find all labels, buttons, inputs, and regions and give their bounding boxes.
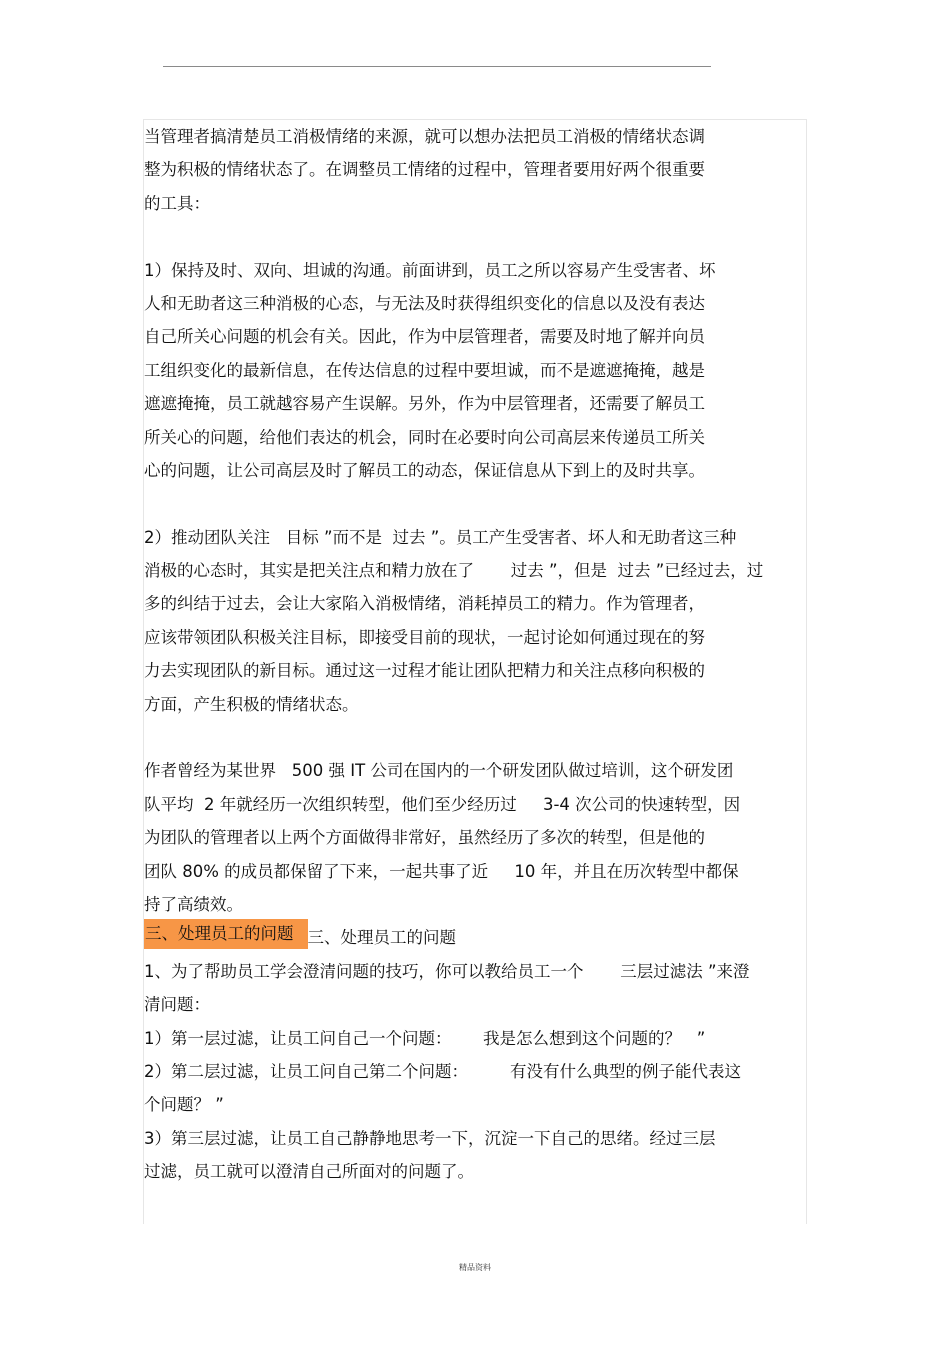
document-body [144, 120, 804, 1189]
paragraph-block-1 [144, 120, 804, 921]
text-line: 持了高绩效。 [144, 894, 243, 914]
text-line: 遮遮掩掩，员工就越容易产生误解。另外，作为中层管理者，还需要了解员工 [144, 394, 705, 414]
text-line: 应该带领团队积极关注目标，即接受目前的现状，一起讨论如何通过现在的努 [144, 627, 705, 647]
text-line: 自己所关心问题的机会有关。因此，作为中层管理者，需要及时地了解并向员 [144, 327, 705, 347]
text-line: 团队 80% 的成员都保留了下来，一起共事了近 10 年，并且在历次转型中都保 [144, 861, 739, 881]
text-line: 过滤，员工就可以澄清自己所面对的问题了。 [144, 1162, 474, 1182]
text-line: 消极的心态时，其实是把关注点和精力放在了 过去 ”，但是 过去 ”已经过去，过 [144, 561, 764, 581]
blank-line [144, 220, 804, 253]
text-line: 1、为了帮助员工学会澄清问题的技巧，你可以教给员工一个 三层过滤法 ”来澄 [144, 961, 750, 981]
text-line: 整为积极的情绪状态了。在调整员工情绪的过程中，管理者要用好两个很重要 [144, 160, 705, 180]
text-line: 工组织变化的最新信息，在传达信息的过程中要坦诚，而不是遮遮掩掩，越是 [144, 360, 705, 380]
text-line: 1）第一层过滤，让员工问自己一个问题： 我是怎么想到这个问题的？ ” [144, 1028, 706, 1048]
text-line: 心的问题，让公司高层及时了解员工的动态，保证信息从下到上的及时共享。 [144, 460, 705, 480]
text-line: 人和无助者这三种消极的心态，与无法及时获得组织变化的信息以及没有表达 [144, 293, 705, 313]
paragraph-block-2 [144, 955, 804, 1189]
text-line: 个问题？ ” [144, 1095, 224, 1115]
text-line: 方面，产生积极的情绪状态。 [144, 694, 359, 714]
header-rule [163, 66, 711, 67]
text-line: 作者曾经为某世界 500 强 IT 公司在国内的一个研发团队做过培训，这个研发团 [144, 761, 734, 781]
text-line: 所关心的问题，给他们表达的机会，同时在必要时向公司高层来传递员工所关 [144, 427, 705, 447]
text-line: 3）第三层过滤，让员工自己静静地思考一下，沉淀一下自己的思绪。经过三层 [144, 1128, 716, 1148]
text-line: 队平均 2 年就经历一次组织转型，他们至少经历过 3-4 次公司的快速转型，因 [144, 794, 741, 814]
text-line: 1）保持及时、双向、坦诚的沟通。前面讲到，员工之所以容易产生受害者、坏 [144, 260, 716, 280]
text-line: 为团队的管理者以上两个方面做得非常好，虽然经历了多次的转型，但是他的 [144, 828, 705, 848]
section-heading [144, 921, 804, 954]
text-line: 清问题： [144, 995, 210, 1015]
text-line: 2）第二层过滤，让员工问自己第二个问题： 有没有什么典型的例子能代表这 [144, 1061, 741, 1081]
text-line: 多的纠结于过去，会让大家陷入消极情绪，消耗掉员工的精力。作为管理者， [144, 594, 705, 614]
heading-text: 三、处理员工的问题 [307, 928, 456, 948]
text-line: 2）推动团队关注 目标 ”而不是 过去 ”。员工产生受害者、坏人和无助者这三种 [144, 527, 737, 547]
text-line: 力去实现团队的新目标。通过这一过程才能让团队把精力和关注点移向积极的 [144, 661, 705, 681]
text-frame-right [806, 119, 807, 1224]
blank-line [144, 721, 804, 754]
text-line: 的工具： [144, 193, 210, 213]
highlighted-heading: 三、处理员工的问题 [144, 919, 308, 949]
text-line: 当管理者搞清楚员工消极情绪的来源，就可以想办法把员工消极的情绪状态调 [144, 127, 705, 146]
page-footer: 精品资料 [459, 1263, 491, 1272]
blank-line [144, 487, 804, 520]
